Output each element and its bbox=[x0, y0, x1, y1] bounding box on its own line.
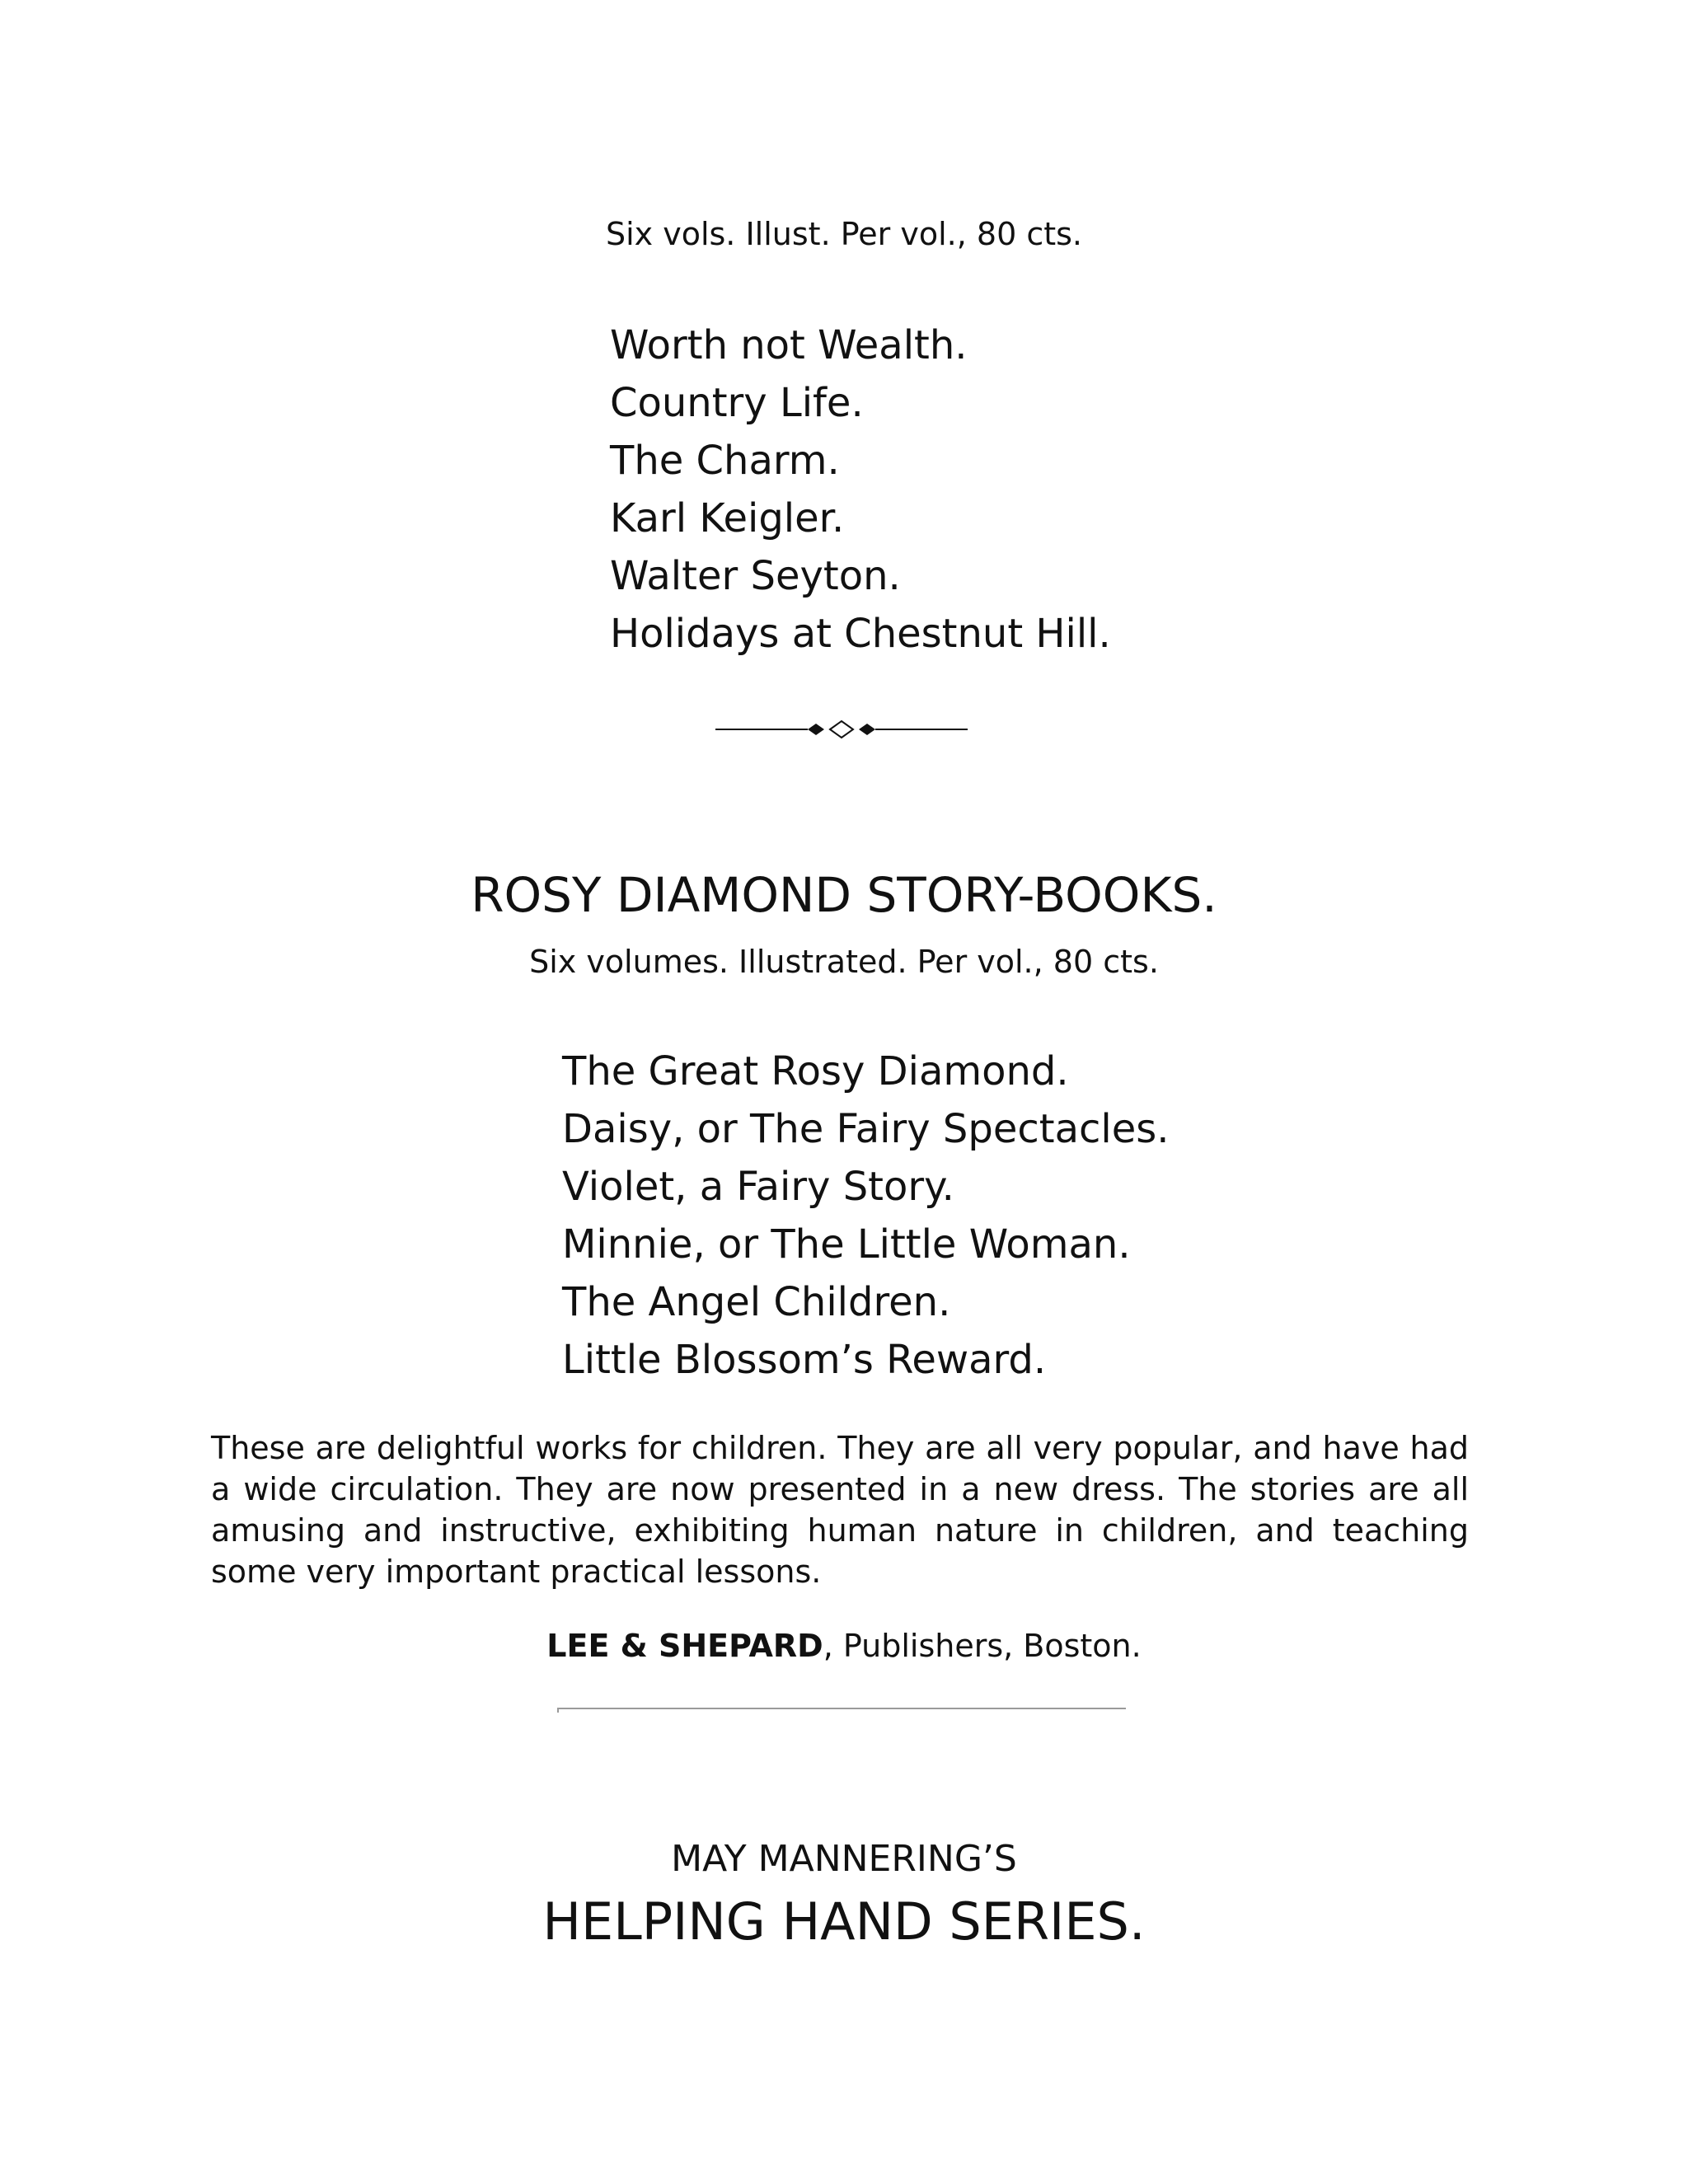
series-author: MAY MANNERING’S bbox=[671, 1838, 1017, 1880]
series-title-list bbox=[610, 316, 1111, 663]
list-item: Minnie, or The Little Woman. bbox=[562, 1221, 1131, 1268]
list-item: Karl Keigler. bbox=[610, 495, 845, 541]
series-price-line: Six vols. Illust. Per vol., 80 cts. bbox=[605, 216, 1083, 252]
list-item: Walter Seyton. bbox=[610, 553, 901, 599]
list-item: The Angel Children. bbox=[562, 1279, 951, 1325]
series-description: These are delightful works for children. They are all very popular, and have had a wide circulation. They are now presented in a new dress. The stories are all amusing and instructive, exhibiting human nature in children, and teaching some very important practical lessons. bbox=[211, 1430, 1469, 1590]
list-item: Country Life. bbox=[610, 380, 864, 426]
list-item: Daisy, or The Fairy Spectacles. bbox=[562, 1106, 1170, 1152]
list-item: Worth not Wealth. bbox=[610, 322, 968, 368]
ornamental-divider-icon bbox=[715, 717, 968, 742]
series-heading: HELPING HAND SERIES. bbox=[542, 1891, 1146, 1952]
list-item: Violet, a Fairy Story. bbox=[562, 1164, 954, 1210]
publisher-name: LEE & SHEPARD bbox=[546, 1628, 823, 1664]
horizontal-rule bbox=[557, 1708, 1126, 1713]
series-price-line: Six volumes. Illustrated. Per vol., 80 cts. bbox=[529, 944, 1159, 980]
list-item: Holidays at Chestnut Hill. bbox=[610, 611, 1111, 657]
list-item: The Great Rosy Diamond. bbox=[562, 1048, 1069, 1094]
series-heading: ROSY DIAMOND STORY-BOOKS. bbox=[471, 867, 1217, 923]
publisher-location: , Publishers, Boston. bbox=[823, 1628, 1142, 1664]
list-item: Little Blossom’s Reward. bbox=[562, 1337, 1047, 1383]
publisher-line bbox=[0, 1628, 1688, 1664]
list-item: The Charm. bbox=[610, 438, 840, 484]
series-title-list bbox=[562, 1043, 1170, 1389]
